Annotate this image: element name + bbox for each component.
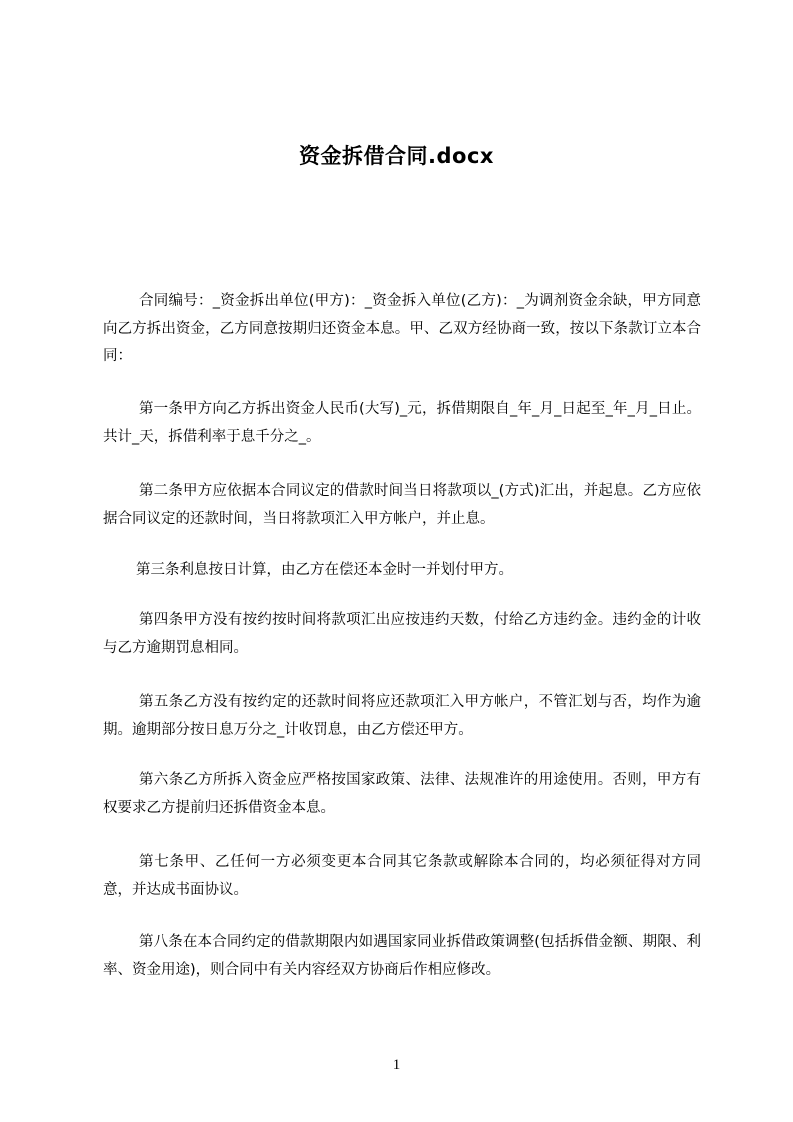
contract-preamble: 合同编号：_资金拆出单位(甲方)：_资金拆入单位(乙方)：_为调剂资金余缺，甲方同意向乙方拆出资金，乙方同意按期归还资金本息。甲、乙双方经协商一致，按以下条款订立本合同：	[103, 293, 701, 364]
clause-5: 第五条乙方没有按约定的还款时间将应还款项汇入甲方帐户，不管汇划与否，均作为逾期。逾期部分按日息万分之_计收罚息，由乙方偿还甲方。	[103, 694, 701, 738]
page-number: 1	[392, 1057, 401, 1073]
clause-7: 第七条甲、乙任何一方必须变更本合同其它条款或解除本合同的，均必须征得对方同意，并达成书面协议。	[103, 854, 701, 898]
clause-4: 第四条甲方没有按约按时间将款项汇出应按违约天数，付给乙方违约金。违约金的计收与乙方逾期罚息相同。	[103, 612, 701, 656]
clause-1: 第一条甲方向乙方拆出资金人民币(大写)_元，拆借期限自_年_月_日起至_年_月_日止。共计_天，拆借利率于息千分之_。	[103, 401, 701, 445]
document-title: 资金拆借合同.docx	[299, 144, 494, 168]
clause-8: 第八条在本合同约定的借款期限内如遇国家同业拆借政策调整(包括拆借金额、期限、利率、资金用途)，则合同中有关内容经双方协商后作相应修改。	[103, 934, 701, 978]
clause-2: 第二条甲方应依据本合同议定的借款时间当日将款项以_(方式)汇出，并起息。乙方应依据合同议定的还款时间，当日将款项汇入甲方帐户，并止息。	[103, 483, 701, 527]
clause-6: 第六条乙方所拆入资金应严格按国家政策、法律、法规准许的用途使用。否则，甲方有权要求乙方提前归还拆借资金本息。	[103, 772, 701, 816]
clause-3: 第三条利息按日计算，由乙方在偿还本金时一并划付甲方。	[136, 562, 513, 578]
